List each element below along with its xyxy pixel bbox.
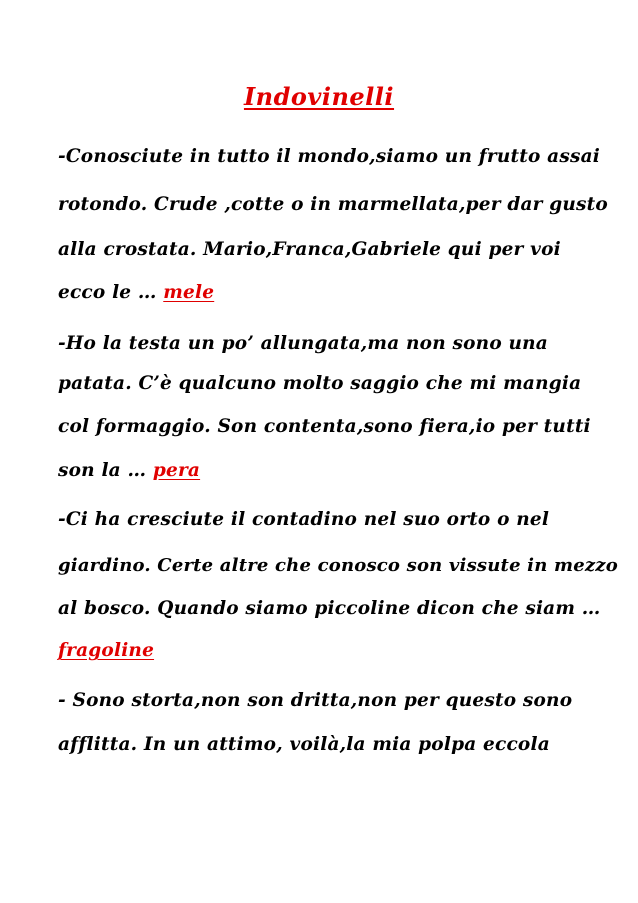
riddle-2-line-3: col formaggio. Son contenta,sono fiera,io per tutti bbox=[58, 416, 591, 437]
riddle-2-answer: pera bbox=[152, 460, 201, 481]
riddle-1-line-3: alla crostata. Mario,Franca,Gabriele qui per voi bbox=[58, 239, 561, 260]
riddle-3-line-4 bbox=[58, 640, 618, 661]
riddle-4-line-2: afflitta. In un attimo, voilà,la mia polpa eccola bbox=[58, 734, 550, 755]
riddle-3-line-3: al bosco. Quando siamo piccoline dicon che siam … bbox=[58, 598, 601, 619]
riddle-1-line-4 bbox=[58, 282, 618, 303]
riddle-2-line-4 bbox=[58, 460, 618, 481]
riddle-1-answer: mele bbox=[163, 282, 215, 303]
riddle-1-line-1: -Conosciute in tutto il mondo,siamo un frutto assai bbox=[58, 146, 600, 167]
riddle-2-prefix: son la … bbox=[58, 460, 153, 481]
riddle-4-line-1: - Sono storta,non son dritta,non per questo sono bbox=[58, 690, 573, 711]
riddle-3-line-1: -Ci ha cresciute il contadino nel suo orto o nel bbox=[58, 509, 550, 530]
document-title: Indovinelli bbox=[243, 82, 395, 111]
riddle-3-answer: fragoline bbox=[58, 640, 155, 661]
riddle-2-line-2: patata. C’è qualcuno molto saggio che mi mangia bbox=[58, 373, 582, 394]
riddle-2-line-1: -Ho la testa un po’ allungata,ma non sono una bbox=[58, 333, 548, 354]
riddle-3-line-2: giardino. Certe altre che conosco son vissute in mezzo bbox=[58, 555, 618, 576]
riddle-1-line-2: rotondo. Crude ,cotte o in marmellata,per dar gusto bbox=[58, 194, 608, 215]
riddle-1-prefix: ecco le … bbox=[58, 282, 164, 303]
